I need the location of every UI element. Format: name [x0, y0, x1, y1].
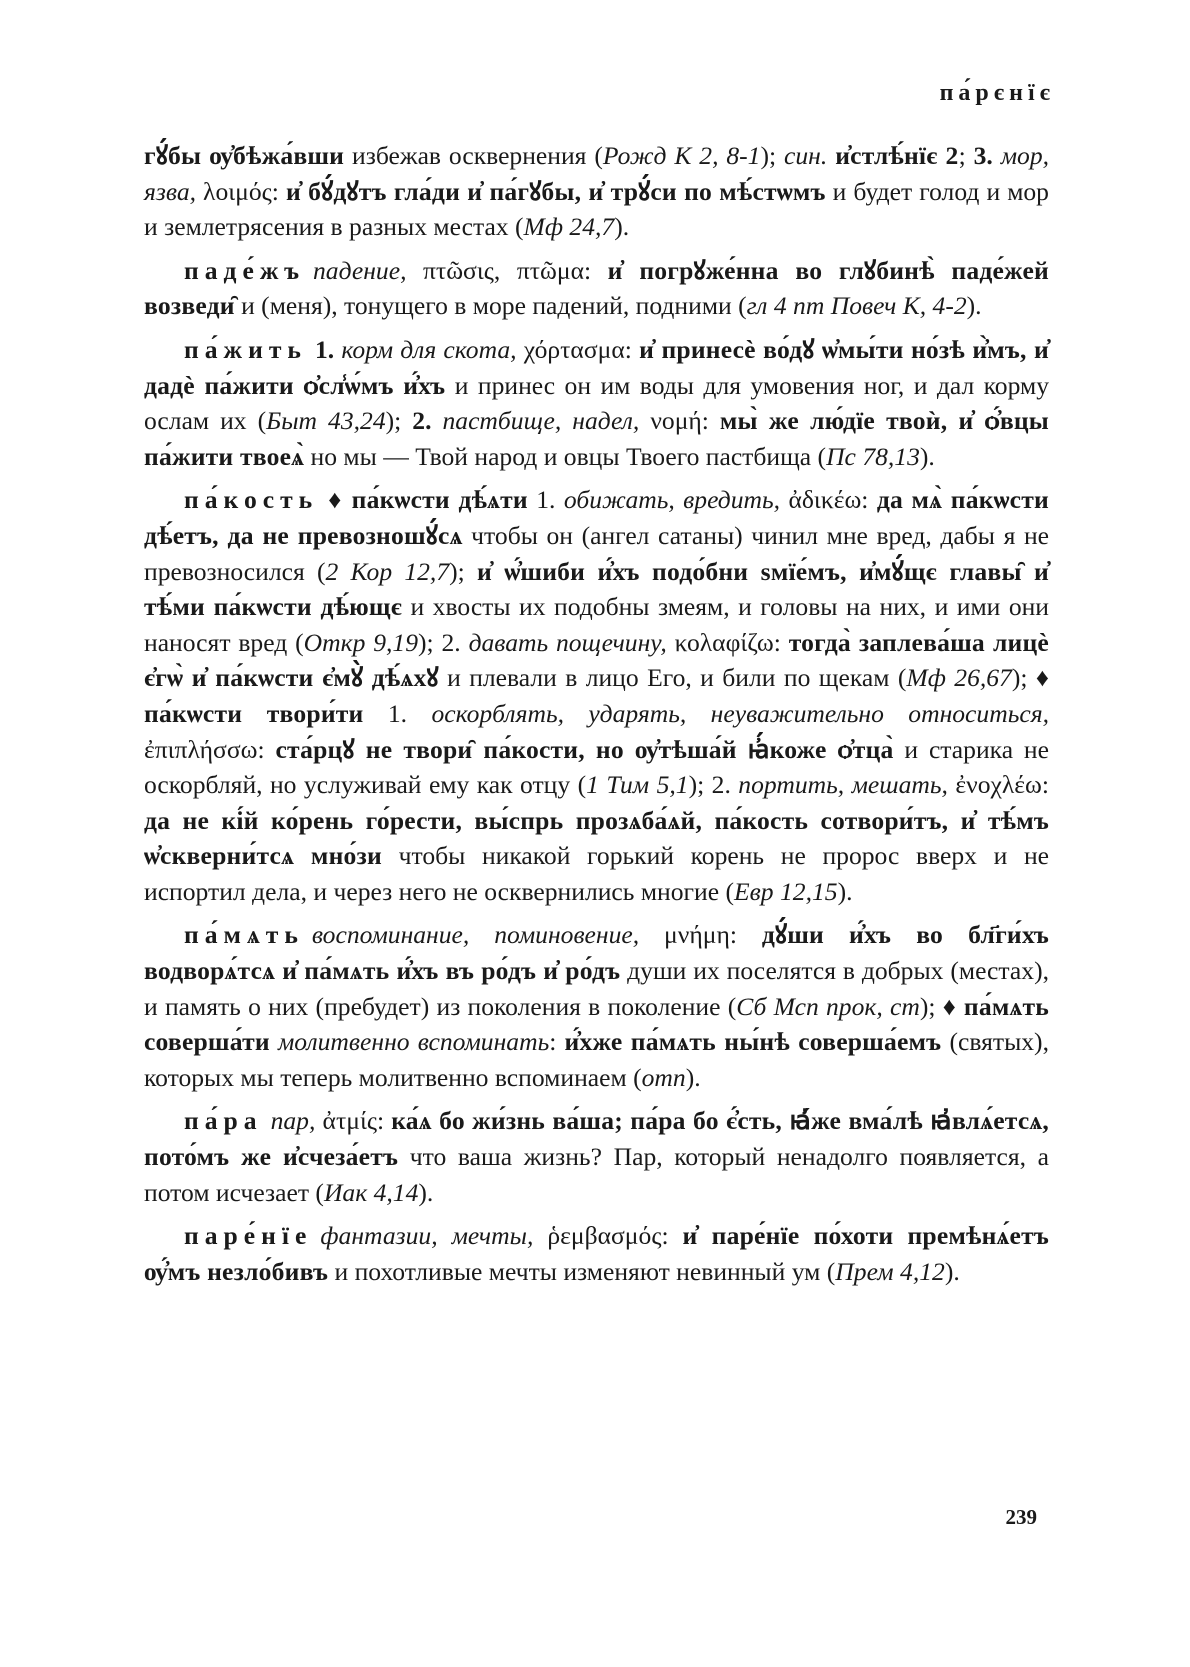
text-run: λοιμός:: [196, 176, 286, 206]
church-slavonic-quote: па́мѧть соверша́ти: [144, 991, 1049, 1057]
text-run: ἀδικέω:: [780, 485, 877, 515]
text-run: [343, 485, 351, 514]
headword: па́жить: [184, 334, 307, 364]
italic-gloss: Прем 4,12: [835, 1256, 945, 1286]
entry-continuation: [144, 138, 1049, 245]
headword: паде́жъ: [184, 255, 305, 285]
church-slavonic-quote: да не кі́й ко́рень го́рести, вы́спрь прозѧба́ѧй, па́кость сотвори́тъ, и҆ тѣ́мъ ѡ҆скверни́тсѧ мно́зи: [144, 805, 1049, 871]
text-run: χόρτασμα:: [516, 334, 640, 364]
text-run: ).: [685, 1062, 701, 1092]
text-run: ἀτμίς:: [315, 1106, 392, 1136]
italic-gloss: Мф 26,67: [906, 663, 1012, 693]
italic-gloss: 1 Тим 5,1: [586, 770, 689, 800]
italic-gloss: оскорблять, ударять, неуважительно относиться,: [431, 698, 1050, 728]
bold-marker: ♦: [1035, 663, 1049, 693]
text-run: и принес он им воды для умовения ног, и дал корму ослам их (: [144, 370, 1049, 436]
italic-gloss: Быт 43,24: [266, 406, 386, 436]
italic-gloss: Мф 24,7: [523, 212, 615, 242]
church-slavonic-quote: и҆ бꙋ́дꙋтъ гла́ди и҆ па́гꙋбы, и҆ трꙋ́си по мѣ́стѡмъ: [285, 176, 826, 206]
church-slavonic-quote: па́кѡсти дѣ́ѧти: [351, 485, 528, 515]
running-head: па́рєнїє: [939, 80, 1055, 106]
church-slavonic-quote: ста́рцꙋ не твори̑ па́кости, но ѹ҆тѣша́й ꙗ҆́коже ѻ҆тца̀: [275, 734, 894, 764]
italic-gloss: обижать, вредить,: [563, 485, 781, 515]
text-run: ἐνοχλέω:: [947, 770, 1049, 800]
text-run: души их поселятся в добрых (местах), и память о них (пребудет) из поколения в поколение (: [144, 956, 1049, 1021]
church-slavonic-quote: и҆стлѣ́нїє 2: [835, 141, 959, 170]
italic-gloss: син.: [784, 141, 828, 170]
italic-gloss: пар,: [270, 1106, 316, 1136]
text-run: ).: [966, 291, 982, 321]
text-run: );: [760, 141, 785, 170]
text-run: νομή:: [639, 406, 720, 436]
text-run: и будет голод и мор и землетрясения в разных местах (: [144, 176, 1049, 242]
italic-gloss: мор, язва,: [144, 141, 1050, 206]
church-slavonic-quote: тогда̀ заплева́ша лицѐ є҆гѡ̀ и҆ па́кѡсти є҆мꙋ̀ дѣ́ѧхꙋ: [144, 627, 1049, 693]
text-run: ).: [837, 876, 853, 906]
church-slavonic-quote: па́кѡсти твори́ти: [144, 698, 364, 728]
text-run: и плевали в лицо Его, и били по щекам (: [438, 663, 907, 693]
headword: па́ра: [184, 1106, 263, 1136]
italic-gloss: падение,: [313, 255, 407, 285]
text-run: [270, 1027, 278, 1056]
text-run: и хвосты их подобны змеям, и головы на них, и ими они наносят вред (: [144, 592, 1050, 657]
entry-pakost: [144, 482, 1049, 909]
entries-column: [144, 138, 1049, 1297]
text-run: πτῶσις, πτῶμα:: [406, 255, 608, 285]
text-run: :: [549, 1027, 565, 1057]
text-run: чтобы никакой горький корень не пророс вверх и не испортил дела, и через него не осквернились многие (: [144, 841, 1049, 906]
text-run: κολαφίζω:: [666, 627, 789, 657]
page-number: 239: [1005, 1505, 1037, 1529]
text-run: ); 2.: [688, 770, 739, 800]
italic-gloss: воспоминание, поминовение,: [311, 920, 640, 950]
text-run: что ваша жизнь? Пар, который ненадолго появляется, а потом исчезает (: [144, 1142, 1049, 1207]
italic-gloss: Пс 78,13: [826, 441, 920, 471]
text-run: ).: [919, 441, 935, 471]
bold-marker: ♦: [326, 485, 344, 515]
headword: па́кость: [184, 485, 319, 515]
text-run: ).: [944, 1256, 960, 1286]
text-run: ;: [958, 141, 974, 170]
text-run: и старика не оскорбляй, но услуживай ему как отцу (: [144, 734, 1049, 800]
text-run: ἐπιπλήσσω:: [144, 734, 276, 764]
italic-gloss: Иак 4,14: [323, 1177, 419, 1207]
italic-gloss: пастбище, надел,: [442, 406, 640, 436]
church-slavonic-quote: и҆ принесѐ во́дꙋ ѡ҆мы́ти но́зѣ и҆̀мъ, и҆ дадѐ па́жити ѻ҆сл̾ѡ́мъ и҆́хъ: [144, 334, 1049, 400]
church-slavonic-quote: дꙋ́ши и҆́хъ во бл҃ги́хъ водворѧ́тсѧ и҆ па́мѧть и҆́хъ въ ро́дъ и҆ ро́дъ: [144, 920, 1049, 986]
text-run: μνήμη:: [639, 920, 762, 950]
text-run: [957, 992, 964, 1021]
church-slavonic-quote: и҆ ѡ҆́шиби и҆́хъ подо́бни ѕмїе́мъ, и҆мꙋ́щє главы̑ и҆ тѣ́ми па́кѡсти дѣ́ющє: [144, 556, 1049, 622]
entry-para: [144, 1103, 1049, 1210]
headword: паре́нїе: [184, 1221, 313, 1251]
text-run: ῥεμβασμός:: [533, 1221, 683, 1251]
text-run: 1.: [363, 698, 432, 728]
italic-gloss: Сб Мсп прок, ст: [736, 991, 920, 1021]
church-slavonic-quote: мы̀ же лю́дїе твоѝ, и҆ ѻ҆́вцы па́жити твоеѧ̀: [144, 406, 1049, 471]
italic-gloss: корм для скота,: [341, 334, 517, 364]
entry-pamyat: [144, 917, 1049, 1095]
text-run: [993, 141, 1001, 170]
headword: па́мѧть: [184, 920, 304, 950]
italic-gloss: Евр 12,15: [734, 876, 838, 906]
text-run: );: [385, 406, 413, 436]
entry-parenie: [144, 1218, 1049, 1289]
text-run: ); 2.: [418, 627, 469, 657]
text-run: );: [1011, 663, 1036, 693]
text-run: );: [449, 556, 477, 586]
church-slavonic-quote: и҆ паре́нїе по́хоти премѣнѧ́етъ ѹ҆́мъ незло́бивъ: [144, 1221, 1050, 1286]
text-run: ).: [418, 1177, 434, 1207]
text-run: ).: [614, 212, 630, 242]
italic-gloss: отп: [641, 1062, 686, 1092]
bold-marker: 2.: [412, 406, 432, 436]
church-slavonic-quote: и҆ погрꙋже́нна во глꙋбинѣ̀ паде́жей возведи̑: [144, 255, 1049, 321]
church-slavonic-quote: да мѧ̀ па́кѡсти дѣ́етъ, да не превозношꙋ́сѧ: [144, 485, 1049, 550]
italic-gloss: молитвенно вспоминать: [277, 1027, 550, 1057]
bold-marker: 1.: [314, 334, 335, 364]
italic-gloss: давать пощечину,: [468, 627, 667, 657]
italic-gloss: Откр 9,19: [303, 627, 419, 657]
church-slavonic-quote: ка́ѧ бо жи́знь ва́ша; па́ра бо є҆́сть, ꙗ҆́же вма́лѣ ꙗ҆влѧ́етсѧ, пото́мъ же и҆счеза́етъ: [144, 1106, 1049, 1172]
text-run: 1.: [527, 485, 564, 515]
church-slavonic-quote: гꙋ́бы ѹ҆бѣжа́вши: [144, 141, 345, 170]
text-run: но мы — Твой народ и овцы Твоего пастбища (: [304, 441, 827, 471]
italic-gloss: портить, мешать,: [738, 770, 948, 800]
text-run: (святых), которых мы теперь молитвенно вспоминаем (: [144, 1027, 1049, 1092]
italic-gloss: Рожд К 2, 8-1: [602, 141, 761, 170]
entry-padezh: [144, 253, 1049, 324]
church-slavonic-quote: и҆́хже па́мѧть ны́нѣ соверша́емъ: [564, 1027, 942, 1057]
text-run: и похотливые мечты изменяют невинный ум (: [328, 1256, 836, 1286]
text-run: и (меня), тонущего в море падений, подними (: [234, 291, 747, 321]
italic-gloss: гл 4 пт Повеч К, 4-2: [746, 291, 967, 321]
bold-marker: ♦: [942, 991, 957, 1021]
text-run: [827, 141, 835, 170]
italic-gloss: 2 Кор 12,7: [325, 556, 450, 586]
italic-gloss: фантазии, мечты,: [320, 1221, 534, 1251]
bold-marker: 3.: [973, 141, 993, 170]
text-run: чтобы он (ангел сатаны) чинил мне вред, дабы я не превозносился (: [144, 520, 1049, 586]
text-run: избежав осквернения (: [344, 141, 603, 170]
entry-pazhit: [144, 332, 1049, 474]
text-run: );: [919, 991, 943, 1021]
text-run: [431, 406, 442, 435]
